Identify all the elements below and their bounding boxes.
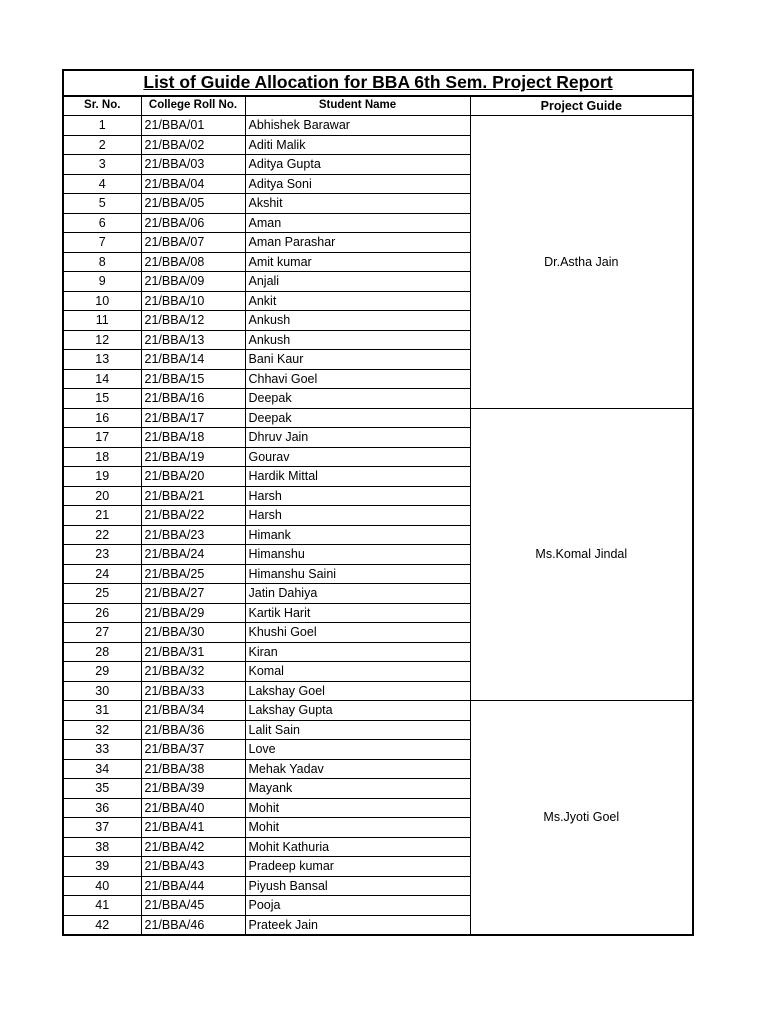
cell-student-name: Pradeep kumar: [245, 857, 470, 877]
cell-student-name: Himank: [245, 525, 470, 545]
cell-college-roll-no: 21/BBA/21: [141, 486, 245, 506]
header-college-roll-no: College Roll No.: [141, 96, 245, 116]
allocation-sheet: [62, 69, 692, 936]
table-row: [63, 116, 693, 136]
cell-sr-no: 30: [63, 681, 141, 701]
cell-student-name: Abhishek Barawar: [245, 116, 470, 136]
cell-college-roll-no: 21/BBA/06: [141, 213, 245, 233]
cell-sr-no: 7: [63, 233, 141, 253]
cell-college-roll-no: 21/BBA/22: [141, 506, 245, 526]
cell-college-roll-no: 21/BBA/02: [141, 135, 245, 155]
cell-student-name: Harsh: [245, 506, 470, 526]
cell-college-roll-no: 21/BBA/12: [141, 311, 245, 331]
cell-college-roll-no: 21/BBA/44: [141, 876, 245, 896]
cell-college-roll-no: 21/BBA/34: [141, 701, 245, 721]
cell-sr-no: 22: [63, 525, 141, 545]
cell-student-name: Harsh: [245, 486, 470, 506]
cell-sr-no: 2: [63, 135, 141, 155]
cell-sr-no: 29: [63, 662, 141, 682]
cell-sr-no: 28: [63, 642, 141, 662]
cell-sr-no: 18: [63, 447, 141, 467]
cell-college-roll-no: 21/BBA/27: [141, 584, 245, 604]
cell-sr-no: 4: [63, 174, 141, 194]
cell-student-name: Chhavi Goel: [245, 369, 470, 389]
cell-student-name: Lalit Sain: [245, 720, 470, 740]
cell-sr-no: 17: [63, 428, 141, 448]
table-row: [63, 701, 693, 721]
cell-student-name: Ankush: [245, 330, 470, 350]
cell-student-name: Bani Kaur: [245, 350, 470, 370]
header-student-name: Student Name: [245, 96, 470, 116]
header-sr-no: Sr. No.: [63, 96, 141, 116]
cell-sr-no: 25: [63, 584, 141, 604]
header-project-guide: Project Guide: [470, 96, 693, 116]
cell-student-name: Kiran: [245, 642, 470, 662]
cell-sr-no: 21: [63, 506, 141, 526]
cell-college-roll-no: 21/BBA/39: [141, 779, 245, 799]
cell-sr-no: 8: [63, 252, 141, 272]
cell-college-roll-no: 21/BBA/25: [141, 564, 245, 584]
cell-sr-no: 40: [63, 876, 141, 896]
cell-sr-no: 9: [63, 272, 141, 292]
cell-student-name: Komal: [245, 662, 470, 682]
cell-student-name: Piyush Bansal: [245, 876, 470, 896]
cell-sr-no: 37: [63, 818, 141, 838]
cell-sr-no: 24: [63, 564, 141, 584]
cell-student-name: Ankit: [245, 291, 470, 311]
cell-sr-no: 15: [63, 389, 141, 409]
cell-student-name: Mehak Yadav: [245, 759, 470, 779]
cell-student-name: Khushi Goel: [245, 623, 470, 643]
cell-college-roll-no: 21/BBA/29: [141, 603, 245, 623]
cell-sr-no: 3: [63, 155, 141, 175]
header-row: [63, 96, 693, 116]
cell-sr-no: 5: [63, 194, 141, 214]
cell-project-guide: Dr.Astha Jain: [470, 116, 693, 409]
cell-college-roll-no: 21/BBA/18: [141, 428, 245, 448]
cell-sr-no: 42: [63, 915, 141, 935]
cell-college-roll-no: 21/BBA/15: [141, 369, 245, 389]
cell-college-roll-no: 21/BBA/31: [141, 642, 245, 662]
cell-student-name: Himanshu: [245, 545, 470, 565]
cell-college-roll-no: 21/BBA/09: [141, 272, 245, 292]
cell-student-name: Ankush: [245, 311, 470, 331]
cell-college-roll-no: 21/BBA/07: [141, 233, 245, 253]
cell-student-name: Dhruv Jain: [245, 428, 470, 448]
cell-student-name: Lakshay Gupta: [245, 701, 470, 721]
cell-college-roll-no: 21/BBA/33: [141, 681, 245, 701]
cell-student-name: Aditi Malik: [245, 135, 470, 155]
cell-sr-no: 6: [63, 213, 141, 233]
cell-college-roll-no: 21/BBA/03: [141, 155, 245, 175]
cell-college-roll-no: 21/BBA/16: [141, 389, 245, 409]
cell-college-roll-no: 21/BBA/05: [141, 194, 245, 214]
cell-sr-no: 13: [63, 350, 141, 370]
cell-college-roll-no: 21/BBA/41: [141, 818, 245, 838]
cell-sr-no: 20: [63, 486, 141, 506]
cell-college-roll-no: 21/BBA/23: [141, 525, 245, 545]
cell-sr-no: 33: [63, 740, 141, 760]
cell-sr-no: 26: [63, 603, 141, 623]
cell-sr-no: 35: [63, 779, 141, 799]
cell-college-roll-no: 21/BBA/13: [141, 330, 245, 350]
cell-student-name: Himanshu Saini: [245, 564, 470, 584]
cell-college-roll-no: 21/BBA/10: [141, 291, 245, 311]
cell-college-roll-no: 21/BBA/46: [141, 915, 245, 935]
cell-college-roll-no: 21/BBA/04: [141, 174, 245, 194]
cell-student-name: Prateek Jain: [245, 915, 470, 935]
cell-student-name: Jatin Dahiya: [245, 584, 470, 604]
cell-college-roll-no: 21/BBA/36: [141, 720, 245, 740]
cell-sr-no: 19: [63, 467, 141, 487]
cell-student-name: Aditya Soni: [245, 174, 470, 194]
cell-sr-no: 10: [63, 291, 141, 311]
cell-college-roll-no: 21/BBA/14: [141, 350, 245, 370]
sheet-title: List of Guide Allocation for BBA 6th Sem. Project Report: [63, 70, 693, 96]
cell-college-roll-no: 21/BBA/38: [141, 759, 245, 779]
cell-sr-no: 23: [63, 545, 141, 565]
cell-project-guide: Ms.Jyoti Goel: [470, 701, 693, 936]
cell-student-name: Lakshay Goel: [245, 681, 470, 701]
cell-college-roll-no: 21/BBA/24: [141, 545, 245, 565]
cell-sr-no: 27: [63, 623, 141, 643]
cell-sr-no: 14: [63, 369, 141, 389]
cell-student-name: Deepak: [245, 389, 470, 409]
cell-sr-no: 39: [63, 857, 141, 877]
cell-project-guide: Ms.Komal Jindal: [470, 408, 693, 701]
cell-college-roll-no: 21/BBA/30: [141, 623, 245, 643]
cell-college-roll-no: 21/BBA/19: [141, 447, 245, 467]
cell-college-roll-no: 21/BBA/45: [141, 896, 245, 916]
cell-college-roll-no: 21/BBA/08: [141, 252, 245, 272]
cell-student-name: Hardik Mittal: [245, 467, 470, 487]
cell-student-name: Deepak: [245, 408, 470, 428]
title-row: [63, 70, 693, 96]
cell-student-name: Amit kumar: [245, 252, 470, 272]
cell-college-roll-no: 21/BBA/43: [141, 857, 245, 877]
cell-college-roll-no: 21/BBA/42: [141, 837, 245, 857]
cell-student-name: Mohit: [245, 818, 470, 838]
cell-student-name: Anjali: [245, 272, 470, 292]
cell-student-name: Aman Parashar: [245, 233, 470, 253]
cell-college-roll-no: 21/BBA/17: [141, 408, 245, 428]
allocation-table: [62, 69, 694, 936]
table-row: [63, 408, 693, 428]
cell-student-name: Akshit: [245, 194, 470, 214]
cell-student-name: Mohit: [245, 798, 470, 818]
table-body: [63, 116, 693, 936]
cell-sr-no: 31: [63, 701, 141, 721]
cell-student-name: Aditya Gupta: [245, 155, 470, 175]
cell-college-roll-no: 21/BBA/37: [141, 740, 245, 760]
cell-student-name: Pooja: [245, 896, 470, 916]
cell-sr-no: 41: [63, 896, 141, 916]
cell-student-name: Gourav: [245, 447, 470, 467]
cell-sr-no: 34: [63, 759, 141, 779]
cell-college-roll-no: 21/BBA/20: [141, 467, 245, 487]
cell-sr-no: 16: [63, 408, 141, 428]
cell-student-name: Mohit Kathuria: [245, 837, 470, 857]
cell-sr-no: 36: [63, 798, 141, 818]
cell-sr-no: 32: [63, 720, 141, 740]
cell-student-name: Mayank: [245, 779, 470, 799]
cell-sr-no: 11: [63, 311, 141, 331]
cell-college-roll-no: 21/BBA/40: [141, 798, 245, 818]
cell-sr-no: 38: [63, 837, 141, 857]
cell-sr-no: 1: [63, 116, 141, 136]
cell-student-name: Kartik Harit: [245, 603, 470, 623]
cell-college-roll-no: 21/BBA/01: [141, 116, 245, 136]
cell-sr-no: 12: [63, 330, 141, 350]
cell-college-roll-no: 21/BBA/32: [141, 662, 245, 682]
cell-student-name: Love: [245, 740, 470, 760]
cell-student-name: Aman: [245, 213, 470, 233]
